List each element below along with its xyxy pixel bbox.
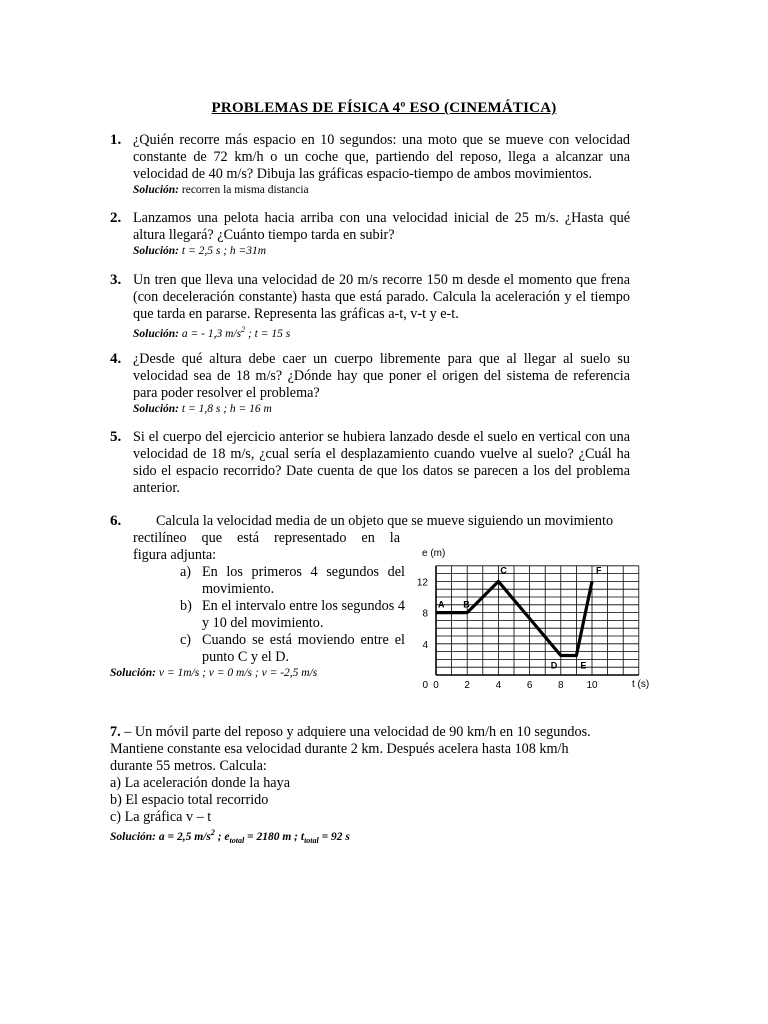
point-label-e: E <box>580 660 587 671</box>
solution-exponent: 2 <box>241 325 246 334</box>
item-b: b) El espacio total recorrido <box>110 792 269 808</box>
problem-2 <box>110 210 630 258</box>
x-tick-label: 8 <box>558 680 564 691</box>
problem-number: 7. <box>110 724 121 740</box>
point-label-f: F <box>596 565 602 576</box>
problem-3 <box>110 272 630 341</box>
solution-value: t = 1,8 s ; h = 16 m <box>181 403 272 415</box>
solution-e: ; e <box>214 830 230 843</box>
solution <box>110 826 630 848</box>
option-label: a) <box>180 564 192 580</box>
x-tick-label: 6 <box>526 680 533 691</box>
problem-text: Lanzamos una pelota hacia arriba con una velocidad inicial de 25 m/s. ¿Hasta qué altura llegará? ¿Cuánto tiempo tarda en subir? <box>133 210 630 243</box>
solution-a-exponent: 2 <box>210 828 215 837</box>
solution-label: Solución: <box>133 184 180 196</box>
x-tick-label: 2 <box>464 680 470 691</box>
problem-line-2: Mantiene constante esa velocidad durante 2 km. Después acelera hasta 108 km/h <box>110 741 569 757</box>
problem-4 <box>110 351 630 416</box>
problem-7 <box>110 724 630 848</box>
y-tick-label: 0 <box>422 680 428 691</box>
problem-line-3: durante 55 metros. Calcula: <box>110 758 267 774</box>
x-axis-label: t (s) <box>632 679 650 690</box>
problem-text-line-2: rectilíneo que está representado en la <box>133 530 400 546</box>
solution <box>133 323 630 341</box>
problem-text-line-3: figura adjunta: <box>133 547 217 563</box>
problem-number: 5. <box>110 429 122 445</box>
problem-number: 6. <box>110 513 122 529</box>
problem-text: Un tren que lleva una velocidad de 20 m/s recorre 150 m desde el momento que frena (con deceleración constante) hasta que está parado. Calcula la aceleración y el tiempo que tarda en pararse. Representa las gráficas a-t, v-t y e-t. <box>133 272 630 322</box>
solution-label: Solución: <box>133 327 180 340</box>
solution-label: Solución: <box>133 403 180 415</box>
solution <box>133 244 630 258</box>
option-label: c) <box>180 632 192 648</box>
option-label: b) <box>180 598 192 614</box>
problem-line-1 <box>110 724 630 741</box>
problem-5 <box>110 429 630 497</box>
option-a <box>180 564 405 598</box>
solution-a: a = 2,5 m/s <box>156 830 211 843</box>
y-tick-labels <box>417 577 429 691</box>
point-label-d: D <box>550 660 558 671</box>
problem-text: – Un móvil parte del reposo y adquiere una velocidad de 90 km/h en 10 segundos. <box>120 724 591 740</box>
problem-number: 2. <box>110 210 122 226</box>
position-time-chart <box>410 542 660 702</box>
solution-label: Solución: <box>110 830 157 843</box>
x-tick-label: 4 <box>495 680 502 691</box>
item-c: c) La gráfica v – t <box>110 809 212 825</box>
point-label-a: A <box>438 599 445 610</box>
option-text: Cuando se está moviendo entre el punto C y el D. <box>202 632 405 665</box>
problem-number: 4. <box>110 351 122 367</box>
solution-value: t = 2,5 s ; h =31m <box>181 245 267 257</box>
point-label-b: B <box>463 599 470 610</box>
y-axis-label: e (m) <box>422 548 446 559</box>
option-b <box>180 598 405 632</box>
solution-e-value: = 2180 m ; t <box>244 830 305 843</box>
option-text: En el intervalo entre los segundos 4 y 10 del movimiento. <box>202 598 405 631</box>
solution-value: recorren la misma distancia <box>181 184 309 196</box>
y-tick-label: 12 <box>416 577 428 589</box>
solution-label: Solución: <box>110 667 157 679</box>
point-label-c: C <box>500 565 507 576</box>
problem-number: 3. <box>110 272 122 288</box>
problem-text-line-1: Calcula la velocidad media de un objeto que se mueve siguiendo un movimiento <box>156 513 614 529</box>
problem-text: ¿Quién recorre más espacio en 10 segundos: una moto que se mueve con velocidad constante de 72 km/h o un coche que, partiendo del reposo, llega a alcanzar una velocidad de 40 m/s? Dibuja las gráficas espacio-tiempo de ambos movimientos. <box>133 132 630 182</box>
problem-1 <box>110 132 630 197</box>
problem-text: ¿Desde qué altura debe caer un cuerpo libremente para que al llegar al suelo su velocidad sea de 18 m/s? ¿Dónde hay que poner el origen del sistema de referencia para poder resolver el problema? <box>133 351 630 401</box>
y-tick-label: 4 <box>422 639 428 651</box>
page-title: PROBLEMAS DE FÍSICA 4º ESO (CINEMÁTICA) <box>211 100 557 116</box>
solution-value: v = 1m/s ; v = 0 m/s ; v = -2,5 m/s <box>158 667 318 679</box>
chart-grid <box>436 566 639 675</box>
problem-text: Si el cuerpo del ejercicio anterior se hubiera lanzado desde el suelo en vertical con una velocidad de 18 m/s, ¿cual sería el desplazamiento cuando vuelve al suelo? ¿Cuál ha sido el espacio recorrido? Date cuenta de que los datos se parecen a los del problema anterior. <box>133 429 630 496</box>
x-tick-label: 0 <box>433 680 439 691</box>
x-tick-label: 10 <box>586 680 598 691</box>
solution-value-b: ; t = 15 s <box>245 327 291 340</box>
solution-t-sub: total <box>304 836 319 846</box>
solution-e-sub: total <box>229 836 245 846</box>
item-a: a) La aceleración donde la haya <box>110 775 290 791</box>
solution <box>133 183 630 197</box>
x-tick-labels <box>433 680 598 691</box>
option-c <box>180 632 405 666</box>
solution <box>133 402 630 416</box>
solution-t-value: = 92 s <box>318 830 350 843</box>
option-text: En los primeros 4 segundos del movimiento. <box>202 564 405 597</box>
solution-value-a: a = - 1,3 m/s <box>181 327 242 340</box>
solution-label: Solución: <box>133 245 180 257</box>
problem-number: 1. <box>110 132 122 148</box>
y-tick-label: 8 <box>422 608 428 620</box>
